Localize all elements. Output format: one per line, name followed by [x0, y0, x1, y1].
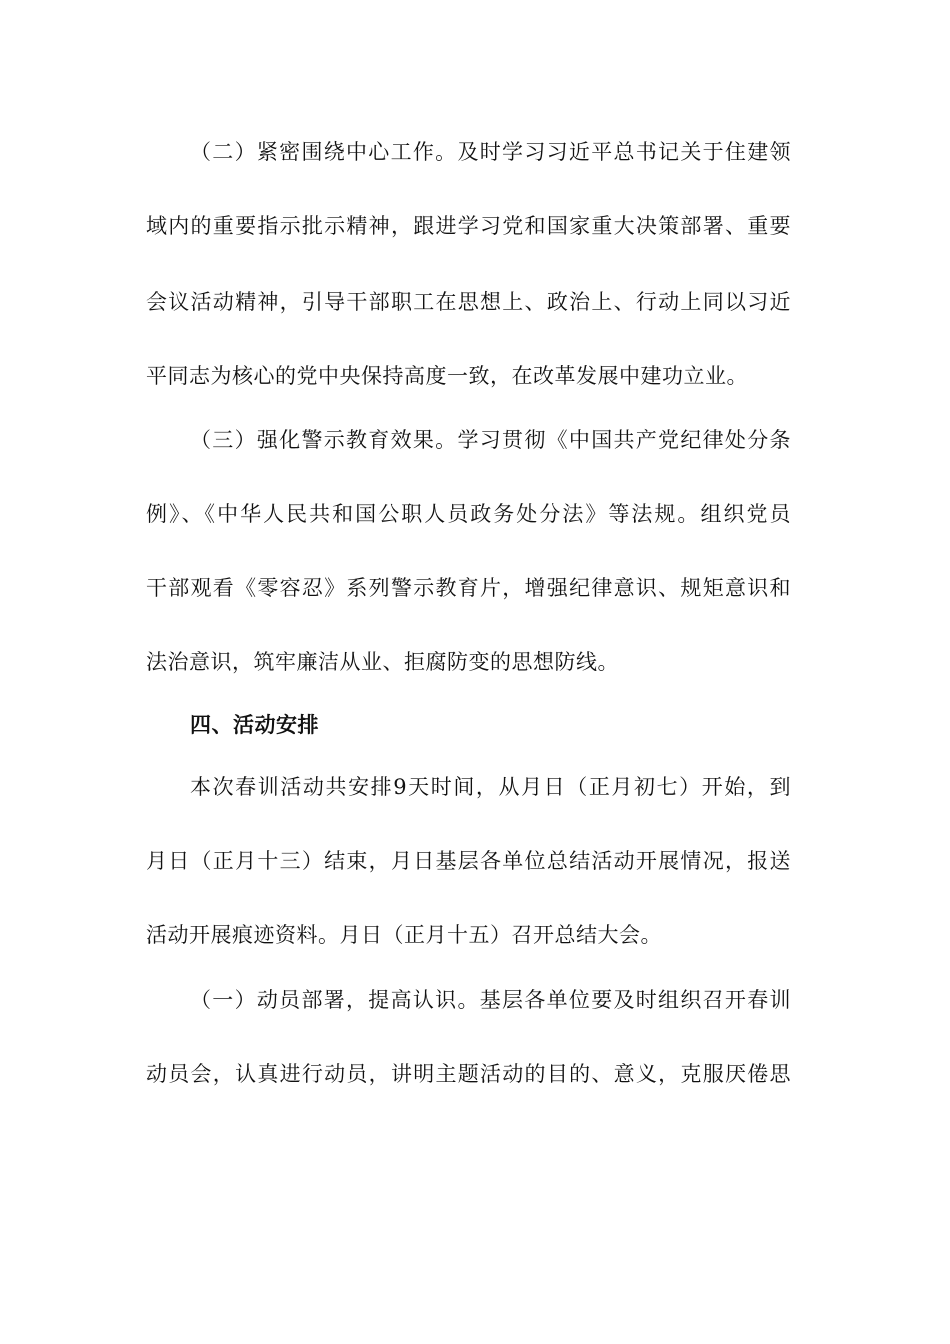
paragraph-line: 活动开展痕迹资料。月日（正月十五）召开总结大会。: [146, 923, 662, 947]
paragraph-line: 会议活动精神，引导干部职工在思想上、政治上、行动上同以习近: [146, 290, 791, 314]
paragraph-line: （三）强化警示教育效果。学习贯彻《中国共产党纪律处分条: [190, 428, 791, 452]
section-heading: 四、活动安排: [190, 713, 319, 737]
paragraph-line: 法治意识，筑牢廉洁从业、拒腐防变的思想防线。: [146, 650, 619, 674]
paragraph-line: 例》、《中华人民共和国公职人员政务处分法》等法规。组织党员: [146, 502, 791, 526]
paragraph-line: 平同志为核心的党中央保持高度一致，在改革发展中建功立业。: [146, 364, 748, 388]
paragraph-line: 干部观看《零容忍》系列警示教育片，增强纪律意识、规矩意识和: [146, 576, 791, 600]
paragraph-line: （一）动员部署，提高认识。基层各单位要及时组织召开春训: [190, 988, 791, 1012]
paragraph-line: 动员会，认真进行动员，讲明主题活动的目的、意义，克服厌倦思: [146, 1062, 791, 1086]
paragraph-line: 域内的重要指示批示精神，跟进学习党和国家重大决策部署、重要: [146, 214, 791, 238]
paragraph-line: 月日（正月十三）结束，月日基层各单位总结活动开展情况，报送: [146, 849, 791, 873]
paragraph-line: （二）紧密围绕中心工作。及时学习习近平总书记关于住建领: [190, 140, 791, 164]
paragraph-line: 本次春训活动共安排9天时间，从月日（正月初七）开始，到: [190, 775, 791, 799]
